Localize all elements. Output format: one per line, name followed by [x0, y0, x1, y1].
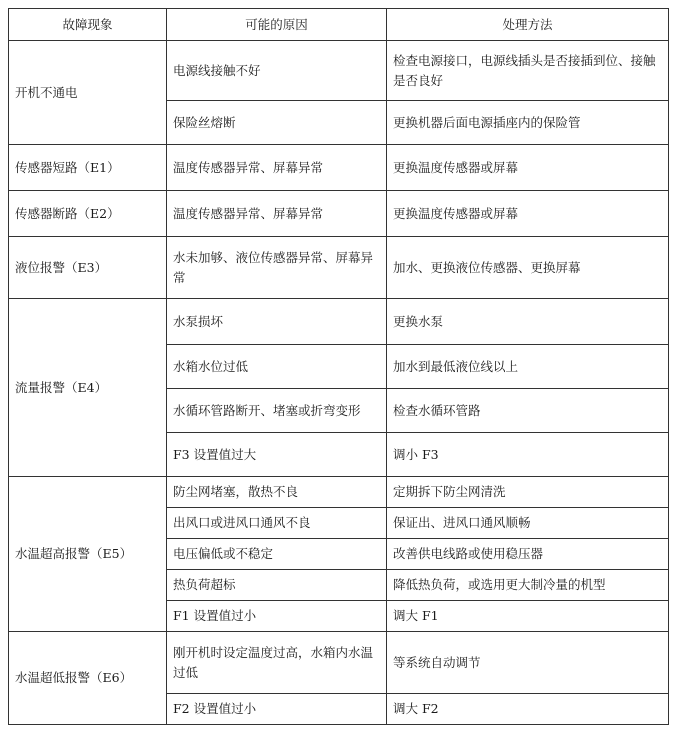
solution-cell: 降低热负荷，或选用更大制冷量的机型	[387, 570, 669, 601]
solution-cell: 调大 F2	[387, 694, 669, 725]
cause-cell: 水箱水位过低	[167, 345, 387, 389]
cause-cell: 电压偏低或不稳定	[167, 539, 387, 570]
solution-cell: 加水到最低液位线以上	[387, 345, 669, 389]
symptom-cell: 开机不通电	[9, 41, 167, 145]
header-cause: 可能的原因	[167, 9, 387, 41]
cause-cell: 热负荷超标	[167, 570, 387, 601]
solution-cell: 改善供电线路或使用稳压器	[387, 539, 669, 570]
cause-cell: 水泵损坏	[167, 299, 387, 345]
cause-cell: 温度传感器异常、屏幕异常	[167, 145, 387, 191]
solution-cell: 检查水循环管路	[387, 389, 669, 433]
table-row	[9, 41, 669, 101]
solution-cell: 更换温度传感器或屏幕	[387, 191, 669, 237]
solution-cell: 等系统自动调节	[387, 632, 669, 694]
table-row	[9, 477, 669, 508]
symptom-cell: 传感器短路（E1）	[9, 145, 167, 191]
solution-cell: 调小 F3	[387, 433, 669, 477]
solution-cell: 更换机器后面电源插座内的保险管	[387, 101, 669, 145]
solution-cell: 检查电源接口，电源线插头是否接插到位、接触是否良好	[387, 41, 669, 101]
table-row	[9, 299, 669, 345]
cause-cell: 电源线接触不好	[167, 41, 387, 101]
solution-cell: 定期拆下防尘网清洗	[387, 477, 669, 508]
cause-cell: 温度传感器异常、屏幕异常	[167, 191, 387, 237]
table-row	[9, 145, 669, 191]
symptom-cell: 水温超低报警（E6）	[9, 632, 167, 725]
table-row	[9, 191, 669, 237]
cause-cell: F2 设置值过小	[167, 694, 387, 725]
cause-cell: 刚开机时设定温度过高，水箱内水温过低	[167, 632, 387, 694]
cause-cell: 保险丝熔断	[167, 101, 387, 145]
cause-cell: 水未加够、液位传感器异常、屏幕异常	[167, 237, 387, 299]
solution-cell: 更换温度传感器或屏幕	[387, 145, 669, 191]
header-row	[9, 9, 669, 41]
cause-cell: 水循环管路断开、堵塞或折弯变形	[167, 389, 387, 433]
symptom-cell: 流量报警（E4）	[9, 299, 167, 477]
table-row	[9, 632, 669, 694]
symptom-cell: 液位报警（E3）	[9, 237, 167, 299]
solution-cell: 保证出、进风口通风顺畅	[387, 508, 669, 539]
fault-troubleshooting-table	[8, 8, 669, 725]
solution-cell: 更换水泵	[387, 299, 669, 345]
cause-cell: 出风口或进风口通风不良	[167, 508, 387, 539]
cause-cell: 防尘网堵塞，散热不良	[167, 477, 387, 508]
cause-cell: F3 设置值过大	[167, 433, 387, 477]
header-symptom: 故障现象	[9, 9, 167, 41]
table-row	[9, 237, 669, 299]
symptom-cell: 传感器断路（E2）	[9, 191, 167, 237]
solution-cell: 调大 F1	[387, 601, 669, 632]
header-solution: 处理方法	[387, 9, 669, 41]
symptom-cell: 水温超高报警（E5）	[9, 477, 167, 632]
solution-cell: 加水、更换液位传感器、更换屏幕	[387, 237, 669, 299]
cause-cell: F1 设置值过小	[167, 601, 387, 632]
